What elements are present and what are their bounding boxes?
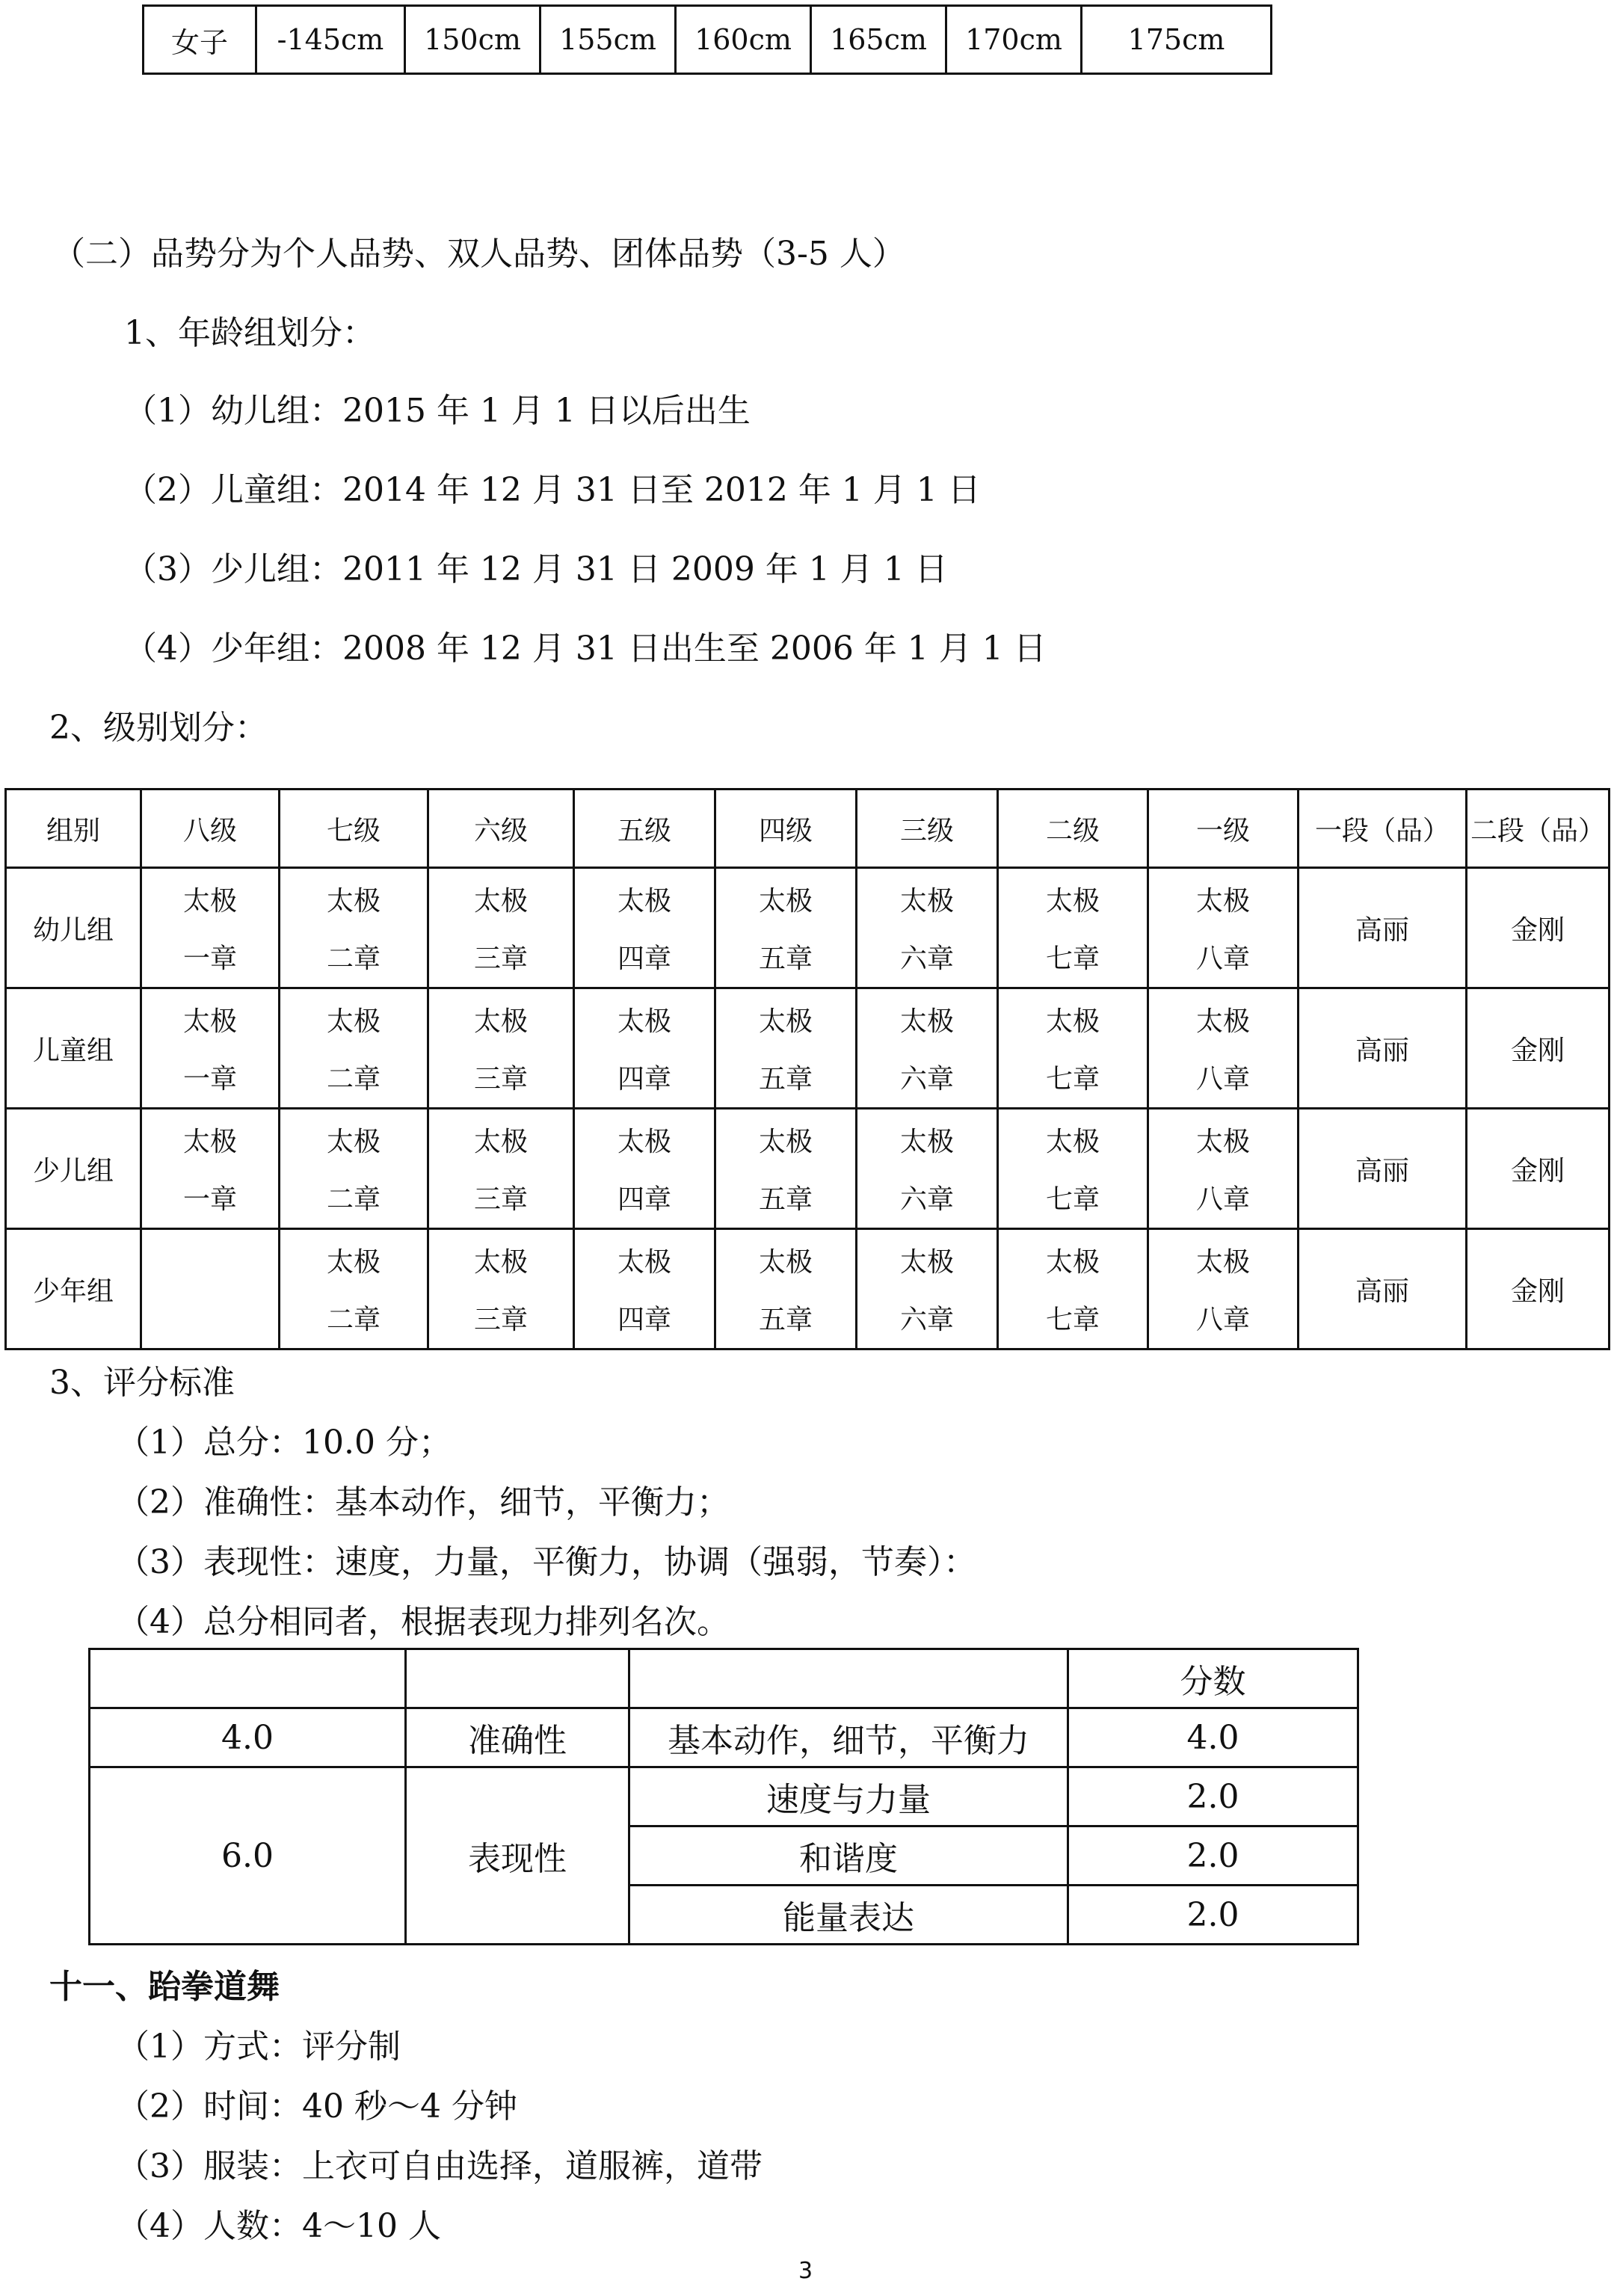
table-cell: 2.0 (1068, 1886, 1358, 1945)
form-cell (141, 868, 280, 988)
form-chapter: 一章 (182, 1064, 237, 1095)
form-name: 太极 (1195, 1006, 1250, 1037)
table-cell: 165cm (811, 6, 946, 74)
form-name: 太极 (758, 1006, 813, 1037)
age-title: 1、年龄组划分： (124, 314, 375, 352)
header-cell: 一级 (1148, 790, 1299, 868)
section-heading: （二）品势分为个人品势、双人品势、团体品势（3-5 人） (52, 235, 905, 273)
table-row (90, 1649, 1358, 1708)
score-table (88, 1648, 1359, 1945)
form-name: 太极 (473, 1127, 528, 1157)
dan-cell: 金刚 (1467, 988, 1610, 1109)
form-chapter: 二章 (326, 944, 381, 974)
table-cell: 150cm (405, 6, 540, 74)
form-chapter: 三章 (473, 1064, 528, 1095)
form-name: 太极 (617, 1127, 671, 1157)
header-cell: 一段（品） (1299, 790, 1467, 868)
form-name: 太极 (1195, 1127, 1250, 1157)
form-chapter: 四章 (617, 1064, 671, 1095)
table-cell: 2.0 (1068, 1767, 1358, 1826)
table-cell (90, 1649, 406, 1708)
form-chapter: 五章 (758, 1305, 813, 1335)
form-name: 太极 (473, 886, 528, 917)
table-cell: 160cm (676, 6, 811, 74)
header-cell: 六级 (428, 790, 574, 868)
form-name: 太极 (899, 1247, 954, 1278)
section-item: （3）服装：上衣可自由选择，道服裤，道带 (117, 2147, 763, 2185)
form-cell (998, 988, 1148, 1109)
form-name: 太极 (617, 886, 671, 917)
header-cell: 分数 (1068, 1649, 1358, 1708)
header-cell: 二段（品） (1467, 790, 1610, 868)
form-chapter: 六章 (899, 944, 954, 974)
dan-cell: 金刚 (1467, 1109, 1610, 1229)
dan-cell: 金刚 (1467, 1229, 1610, 1349)
form-name: 太极 (758, 1247, 813, 1278)
group-cell: 少年组 (6, 1229, 141, 1349)
scoring-item: （3）表现性：速度，力量，平衡力，协调（强弱，节奏）： (117, 1543, 976, 1581)
table-cell: 速度与力量 (629, 1767, 1068, 1826)
form-cell (280, 1109, 428, 1229)
form-name: 太极 (326, 1247, 381, 1278)
form-cell (715, 868, 857, 988)
table-cell: 表现性 (406, 1767, 629, 1945)
form-name: 太极 (182, 1127, 237, 1157)
form-chapter: 八章 (1195, 1305, 1250, 1335)
form-cell (428, 1229, 574, 1349)
form-name: 太极 (758, 1127, 813, 1157)
section-item: （2）时间：40 秒～4 分钟 (117, 2087, 517, 2126)
table-cell: 170cm (946, 6, 1082, 74)
form-chapter: 五章 (758, 1184, 813, 1215)
form-cell (1148, 988, 1299, 1109)
form-cell (428, 988, 574, 1109)
form-name: 太极 (899, 886, 954, 917)
form-cell (857, 1229, 998, 1349)
form-name: 太极 (1045, 1006, 1100, 1037)
grade-table (4, 788, 1610, 1350)
form-chapter: 三章 (473, 1305, 528, 1335)
table-cell: 女子 (144, 6, 256, 74)
table-row (6, 868, 1610, 988)
form-chapter: 四章 (617, 1305, 671, 1335)
form-cell (574, 988, 715, 1109)
header-cell: 三级 (857, 790, 998, 868)
form-chapter: 五章 (758, 944, 813, 974)
form-cell (715, 988, 857, 1109)
form-cell (1148, 1229, 1299, 1349)
form-cell (574, 1109, 715, 1229)
table-row (144, 6, 1272, 74)
scoring-title: 3、评分标准 (49, 1364, 235, 1402)
header-cell: 四级 (715, 790, 857, 868)
form-chapter: 三章 (473, 944, 528, 974)
table-row (90, 1708, 1358, 1767)
form-cell (141, 1229, 280, 1349)
form-name: 太极 (1045, 1127, 1100, 1157)
form-cell (280, 1229, 428, 1349)
table-row (6, 988, 1610, 1109)
form-chapter: 三章 (473, 1184, 528, 1215)
table-cell (629, 1649, 1068, 1708)
form-cell (1148, 1109, 1299, 1229)
header-cell: 二级 (998, 790, 1148, 868)
table-row (90, 1767, 1358, 1826)
header-cell: 八级 (141, 790, 280, 868)
level-title: 2、级别划分： (49, 709, 268, 747)
form-name: 太极 (899, 1006, 954, 1037)
table-cell: 2.0 (1068, 1826, 1358, 1886)
form-chapter: 二章 (326, 1064, 381, 1095)
form-chapter: 七章 (1045, 944, 1100, 974)
header-cell: 七级 (280, 790, 428, 868)
form-name: 太极 (1195, 1247, 1250, 1278)
scoring-item: （2）准确性：基本动作，细节，平衡力； (117, 1483, 730, 1521)
form-cell (857, 868, 998, 988)
form-chapter: 一章 (182, 1184, 237, 1215)
form-cell (280, 868, 428, 988)
section-item: （1）方式：评分制 (117, 2028, 401, 2066)
form-name: 太极 (617, 1006, 671, 1037)
form-cell (428, 1109, 574, 1229)
table-cell: 4.0 (1068, 1708, 1358, 1767)
table-cell: 准确性 (406, 1708, 629, 1767)
form-cell (715, 1229, 857, 1349)
form-chapter: 一章 (182, 944, 237, 974)
age-item: （3）少儿组：2011 年 12 月 31 日 2009 年 1 月 1 日 (124, 550, 948, 588)
form-name: 太极 (182, 886, 237, 917)
age-item: （2）儿童组：2014 年 12 月 31 日至 2012 年 1 月 1 日 (124, 471, 981, 509)
form-name: 太极 (473, 1006, 528, 1037)
table-cell: 和谐度 (629, 1826, 1068, 1886)
form-cell (280, 988, 428, 1109)
form-name: 太极 (1195, 886, 1250, 917)
form-chapter: 六章 (899, 1305, 954, 1335)
table-cell: 基本动作，细节，平衡力 (629, 1708, 1068, 1767)
section-heading: 十一、跆拳道舞 (49, 1968, 280, 2006)
table-cell: 6.0 (90, 1767, 406, 1945)
age-item: （1）幼儿组：2015 年 1 月 1 日以后出生 (124, 392, 751, 430)
form-chapter: 七章 (1045, 1305, 1100, 1335)
form-name: 太极 (1045, 886, 1100, 917)
scoring-item: （1）总分：10.0 分； (117, 1424, 452, 1462)
form-name: 太极 (473, 1247, 528, 1278)
group-cell: 幼儿组 (6, 868, 141, 988)
form-cell (857, 988, 998, 1109)
form-cell (1148, 868, 1299, 988)
form-cell (857, 1109, 998, 1229)
table-cell: -145cm (256, 6, 405, 74)
form-chapter: 八章 (1195, 1064, 1250, 1095)
table-cell (406, 1649, 629, 1708)
form-cell (574, 1229, 715, 1349)
scoring-item: （4）总分相同者，根据表现力排列名次。 (117, 1603, 730, 1641)
table-row (6, 1229, 1610, 1349)
form-name: 太极 (758, 886, 813, 917)
form-name: 太极 (326, 1127, 381, 1157)
form-name: 太极 (899, 1127, 954, 1157)
form-chapter: 二章 (326, 1305, 381, 1335)
form-cell (141, 1109, 280, 1229)
form-name: 太极 (326, 886, 381, 917)
form-cell (998, 1229, 1148, 1349)
form-cell (998, 1109, 1148, 1229)
form-chapter: 四章 (617, 944, 671, 974)
group-cell: 儿童组 (6, 988, 141, 1109)
page-number: 3 (798, 2258, 813, 2284)
form-cell (141, 988, 280, 1109)
form-chapter: 二章 (326, 1184, 381, 1215)
dan-cell: 金刚 (1467, 868, 1610, 988)
form-name: 太极 (182, 1006, 237, 1037)
form-chapter: 四章 (617, 1184, 671, 1215)
form-chapter: 七章 (1045, 1184, 1100, 1215)
form-chapter: 六章 (899, 1184, 954, 1215)
form-cell (715, 1109, 857, 1229)
dan-cell: 高丽 (1299, 1109, 1467, 1229)
group-cell: 少儿组 (6, 1109, 141, 1229)
form-chapter: 七章 (1045, 1064, 1100, 1095)
table-row (6, 1109, 1610, 1229)
header-cell: 五级 (574, 790, 715, 868)
form-chapter: 八章 (1195, 1184, 1250, 1215)
table-cell: 175cm (1082, 6, 1272, 74)
form-chapter: 六章 (899, 1064, 954, 1095)
table-header-row (6, 790, 1610, 868)
header-cell: 组别 (6, 790, 141, 868)
dan-cell: 高丽 (1299, 988, 1467, 1109)
table-cell: 4.0 (90, 1708, 406, 1767)
table-cell: 155cm (540, 6, 676, 74)
form-chapter: 八章 (1195, 944, 1250, 974)
form-name: 太极 (1045, 1247, 1100, 1278)
form-chapter: 五章 (758, 1064, 813, 1095)
dan-cell: 高丽 (1299, 868, 1467, 988)
form-name: 太极 (326, 1006, 381, 1037)
section-item: （4）人数：4～10 人 (117, 2207, 441, 2245)
form-cell (998, 868, 1148, 988)
height-table (142, 4, 1272, 75)
form-name: 太极 (617, 1247, 671, 1278)
form-cell (574, 868, 715, 988)
dan-cell: 高丽 (1299, 1229, 1467, 1349)
form-cell (428, 868, 574, 988)
table-cell: 能量表达 (629, 1886, 1068, 1945)
age-item: （4）少年组：2008 年 12 月 31 日出生至 2006 年 1 月 1 日 (124, 630, 1047, 668)
